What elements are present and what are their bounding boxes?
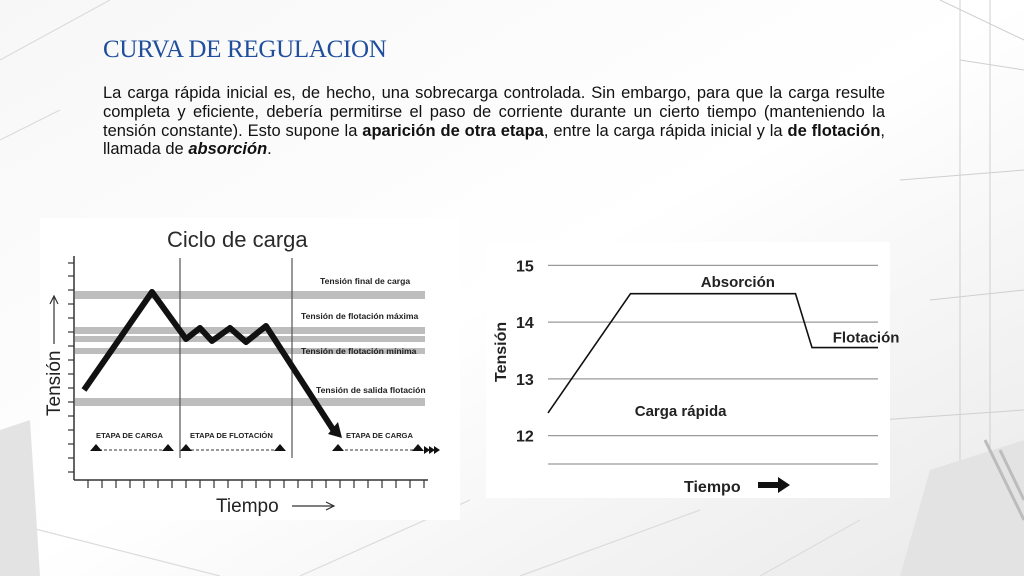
left-y-axis-label: Tensión	[44, 350, 65, 416]
y-tick-label: 15	[516, 258, 534, 276]
band-final-charge	[75, 291, 425, 299]
charge-cycle-diagram	[40, 218, 460, 520]
y-tick-label: 12	[516, 428, 534, 446]
paragraph-bold-3: absorción	[188, 140, 268, 159]
paragraph-text-1: La carga rápida inicial es, de hecho, una sobrecarga controlada. Sin embargo, para que la carga resulte completa y eficiente, debería permitirse el paso de corriente durante un cierto tiempo (manteniendo la tensión constante). Esto supone la	[103, 84, 885, 140]
paragraph-text-3: , llamada de	[103, 121, 885, 159]
voltage-curve-chart	[486, 242, 900, 498]
annotation-1: Flotación	[832, 329, 900, 347]
cycle-title: Ciclo de carga	[167, 227, 308, 252]
stage-label-2: ETAPA DE FLOTACIÓN	[190, 431, 273, 440]
y-tick-label: 14	[516, 315, 534, 333]
level-label-float-max: Tensión de flotación máxima	[301, 311, 419, 321]
level-label-float-exit: Tensión de salida flotación	[316, 385, 426, 395]
slide-title: CURVA DE REGULACION	[103, 36, 387, 63]
band-float-exit	[75, 398, 425, 406]
paragraph-bold-1: aparición de otra etapa	[362, 121, 544, 140]
paragraph-text-4: .	[267, 140, 272, 159]
left-x-axis-label: Tiempo	[216, 496, 279, 517]
level-label-final-charge: Tensión final de carga	[320, 276, 411, 286]
paragraph-bold-2: de flotación	[787, 121, 881, 140]
right-y-axis-label: Tensión	[493, 321, 510, 382]
level-label-float-min: Tensión de flotación mínima	[301, 346, 417, 356]
annotation-2: Carga rápida	[634, 403, 727, 421]
y-tick-label: 13	[516, 371, 534, 389]
right-x-axis-label: Tiempo	[684, 479, 741, 496]
stage-label-1: ETAPA DE CARGA	[96, 431, 163, 440]
stage-label-3: ETAPA DE CARGA	[346, 431, 413, 440]
paragraph-text-2: , entre la carga rápida inicial y la	[543, 121, 788, 140]
body-paragraph	[103, 84, 885, 159]
annotation-0: Absorción	[700, 274, 775, 292]
